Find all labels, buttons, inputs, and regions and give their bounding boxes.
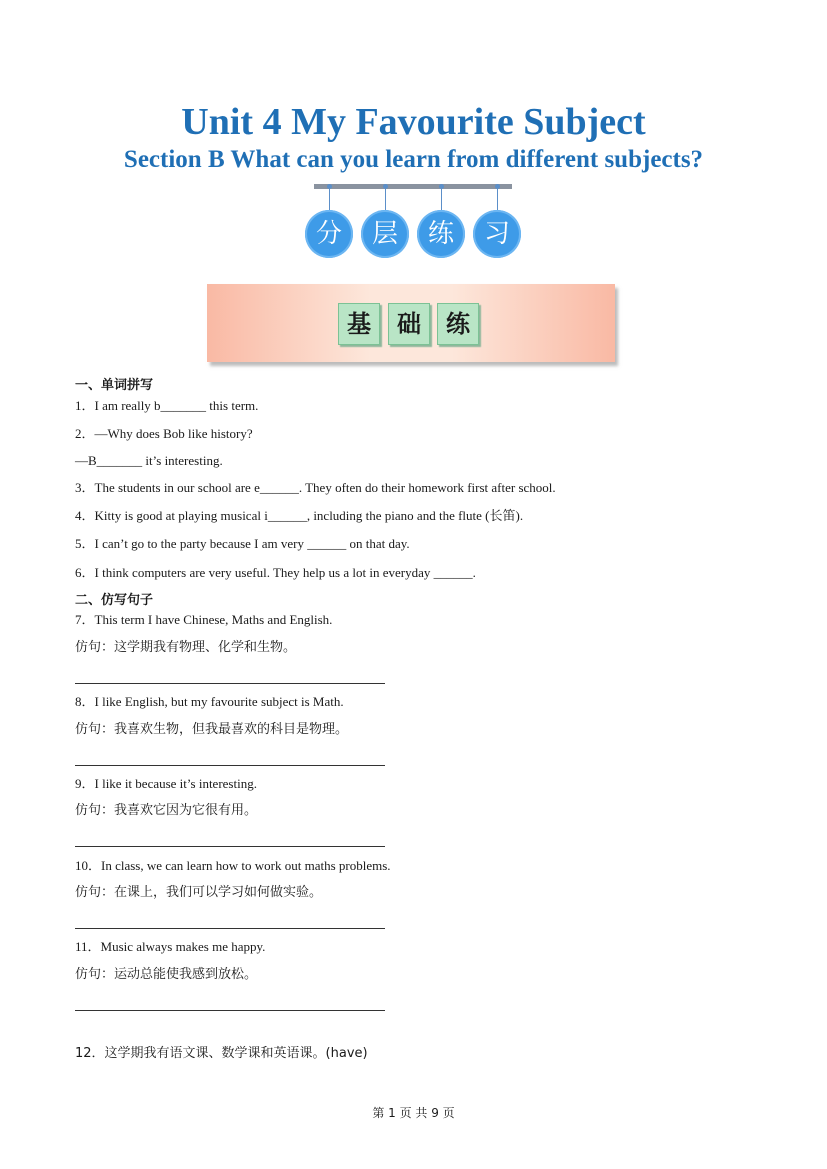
imitation-prompt: 仿句：这学期我有物理、化学和生物。 <box>75 640 297 655</box>
imitation-prompt: 仿句：我喜欢它因为它很有用。 <box>75 803 258 818</box>
answer-line[interactable] <box>75 928 385 929</box>
sentence-item: 9．I like it because it’s interesting. <box>75 776 257 791</box>
answer-line[interactable] <box>75 683 385 684</box>
banner-tile: 练 <box>437 303 479 345</box>
part2-heading: 二、仿写句子 <box>75 593 154 608</box>
question-item: 4．Kitty is good at playing musical i______, including the piano and the flute (长笛). <box>75 508 524 523</box>
document-subtitle: Section B What can you learn from different subjects? <box>123 146 704 173</box>
question-item: 1．I am really b_______ this term. <box>75 398 259 413</box>
decorative-connector <box>497 187 498 212</box>
sentence-item: 10．In class, we can learn how to work out maths problems. <box>75 858 391 873</box>
question-item: —B_______ it’s interesting. <box>75 453 223 468</box>
imitation-prompt: 仿句：运动总能使我感到放松。 <box>75 967 258 982</box>
decorative-connector <box>385 187 386 212</box>
sentence-item: 7．This term I have Chinese, Maths and English. <box>75 612 333 627</box>
badge-circle: 习 <box>473 210 521 258</box>
document-title: Unit 4 My Favourite Subject <box>181 101 646 143</box>
answer-line[interactable] <box>75 846 385 847</box>
sentence-item: 11．Music always makes me happy. <box>75 939 266 954</box>
part1-heading: 一、单词拼写 <box>75 378 154 393</box>
answer-line[interactable] <box>75 1010 385 1011</box>
imitation-prompt: 仿句：我喜欢生物，但我最喜欢的科目是物理。 <box>75 722 349 737</box>
question-item: 3．The students in our school are e______. They often do their homework first after school. <box>75 480 556 495</box>
badge-circle: 层 <box>361 210 409 258</box>
decorative-bar <box>314 184 512 189</box>
translation-item: 12．这学期我有语文课、数学课和英语课。(have) <box>75 1046 368 1061</box>
decorative-connector <box>441 187 442 212</box>
badge-circle: 练 <box>417 210 465 258</box>
answer-line[interactable] <box>75 765 385 766</box>
decorative-connector <box>329 187 330 212</box>
imitation-prompt: 仿句：在课上，我们可以学习如何做实验。 <box>75 885 323 900</box>
question-item: 2．—Why does Bob like history? <box>75 426 253 441</box>
question-item: 6．I think computers are very useful. They help us a lot in everyday ______. <box>75 565 476 580</box>
badge-circle: 分 <box>305 210 353 258</box>
banner-tile: 础 <box>388 303 430 345</box>
sentence-item: 8．I like English, but my favourite subject is Math. <box>75 694 344 709</box>
banner-tile: 基 <box>338 303 380 345</box>
question-item: 5．I can’t go to the party because I am very ______ on that day. <box>75 536 410 551</box>
page-footer: 第 1 页 共 9 页 <box>372 1106 455 1120</box>
